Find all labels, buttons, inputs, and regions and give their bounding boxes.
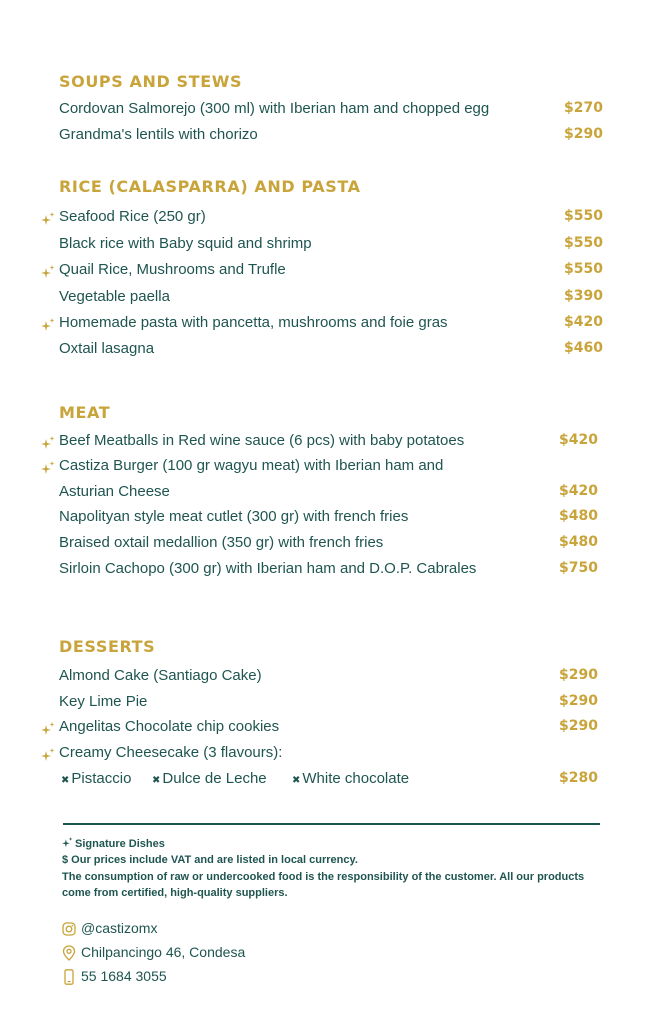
item-price: $290 [559,718,598,734]
menu-item [59,288,603,312]
item-name: Quail Rice, Mushrooms and Trufle [59,261,286,278]
menu-item [59,235,603,259]
menu-item [59,340,603,364]
item-name: Castiza Burger (100 gr wagyu meat) with Iberian ham and [59,457,444,474]
menu-notes [62,836,602,901]
menu-item [59,560,603,584]
flavour-option [61,770,131,787]
item-price: $280 [559,770,598,786]
sparkle-icon [41,265,55,279]
menu-item [59,667,603,691]
bullet-x-icon: ✖ [152,775,161,786]
sparkle-icon [41,461,55,475]
instagram-icon [62,921,76,937]
instagram-handle: @castizomx [81,920,158,936]
item-name: Angelitas Chocolate chip cookies [59,718,280,735]
item-name: Sirloin Cachopo (300 gr) with Iberian ham and D.O.P. Cabrales [59,560,477,577]
bullet-x-icon: ✖ [292,775,301,786]
sparkle-icon [62,837,73,848]
section-title-meat: MEAT [59,403,111,422]
signature-note [62,836,602,852]
section-title-rice: RICE (CALASPARRA) AND PASTA [59,177,361,196]
menu-item [59,744,603,768]
item-price: $420 [564,314,603,330]
item-price: $290 [559,693,598,709]
menu-item [59,718,603,742]
item-price: $750 [559,560,598,576]
item-name: Key Lime Pie [59,693,148,710]
menu-item [59,432,603,456]
menu-item [59,208,603,232]
item-price: $390 [564,288,603,304]
section-title-desserts: DESSERTS [59,637,156,656]
phone-icon [62,969,76,985]
sparkle-icon [41,318,55,332]
item-name: Napolityan style meat cutlet (300 gr) with french fries [59,508,409,525]
address-text: Chilpancingo 46, Condesa [81,944,246,960]
item-price: $460 [564,340,603,356]
item-price: $480 [559,534,598,550]
item-price: $480 [559,508,598,524]
item-name: Beef Meatballs in Red wine sauce (6 pcs) with baby potatoes [59,432,465,449]
item-price: $550 [564,235,603,251]
item-name: Almond Cake (Santiago Cake) [59,667,262,684]
item-price: $420 [559,432,598,448]
item-name: Grandma's lentils with chorizo [59,126,258,143]
item-name: Creamy Cheesecake (3 flavours): [59,744,283,761]
menu-item [59,261,603,285]
item-name: Homemade pasta with pancetta, mushrooms and foie gras [59,314,448,331]
signature-note-text: Signature Dishes [75,838,165,850]
flavour-option [152,770,267,787]
item-name: Cordovan Salmorejo (300 ml) with Iberian ham and chopped egg [59,100,490,117]
sparkle-icon [41,436,55,450]
item-price: $550 [564,208,603,224]
item-price: $270 [564,100,603,116]
flavour-label: Pistaccio [71,770,132,787]
menu-item [59,126,603,150]
item-price: $420 [559,483,598,499]
item-name: Seafood Rice (250 gr) [59,208,206,225]
menu-item [59,508,603,532]
consumption-note: The consumption of raw or undercooked food is the responsibility of the customer. All our products come from certified, high-quality suppliers. [62,870,585,899]
phone-number: 55 1684 3055 [81,968,167,984]
item-name: Black rice with Baby squid and shrimp [59,235,312,252]
menu-item [59,100,603,124]
prices-note: $ Our prices include VAT and are listed in local currency. [62,854,358,867]
flavour-label: White chocolate [302,770,410,787]
menu-item [59,534,603,558]
section-title-soups: SOUPS AND STEWS [59,72,243,91]
menu-item [59,314,603,338]
item-price: $290 [559,667,598,683]
divider [63,823,600,825]
item-price: $290 [564,126,603,142]
flavour-row [59,770,603,794]
item-price: $550 [564,261,603,277]
sparkle-icon [41,748,55,762]
flavour-label: Dulce de Leche [162,770,267,787]
flavour-option [292,770,409,787]
item-name: Braised oxtail medallion (350 gr) with french fries [59,534,384,551]
item-name-line2: Asturian Cheese [59,483,170,500]
menu-item [59,483,603,507]
menu-item [59,693,603,717]
sparkle-icon [41,722,55,736]
item-name: Oxtail lasagna [59,340,155,357]
sparkle-icon [41,212,55,226]
item-name: Vegetable paella [59,288,170,305]
location-pin-icon [62,945,76,961]
menu-item [59,457,603,481]
bullet-x-icon: ✖ [61,775,70,786]
